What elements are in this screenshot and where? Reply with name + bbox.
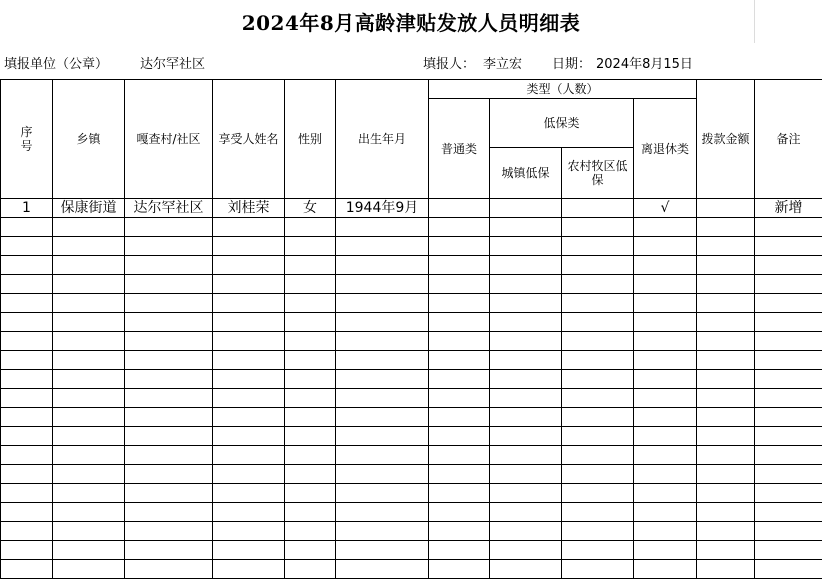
filler-label: 填报人： bbox=[423, 57, 476, 72]
cell-urban-dibao[interactable] bbox=[490, 389, 562, 408]
cell-township[interactable] bbox=[53, 465, 125, 484]
cell-township[interactable] bbox=[53, 313, 125, 332]
cell-remark[interactable] bbox=[755, 541, 822, 560]
cell-name[interactable]: 刘桂荣 bbox=[213, 199, 285, 218]
cell-amount[interactable] bbox=[697, 446, 755, 465]
cell-remark[interactable] bbox=[755, 332, 822, 351]
cell-village[interactable] bbox=[125, 351, 213, 370]
header-amount: 拨款金额 bbox=[697, 80, 755, 199]
cell-rural-dibao[interactable] bbox=[562, 218, 634, 237]
cell-rural-dibao[interactable] bbox=[562, 484, 634, 503]
cell-ordinary[interactable] bbox=[429, 484, 490, 503]
cell-village[interactable] bbox=[125, 237, 213, 256]
cell-index[interactable] bbox=[1, 408, 53, 427]
cell-gender[interactable] bbox=[285, 446, 336, 465]
cell-remark[interactable] bbox=[755, 522, 822, 541]
cell-township[interactable] bbox=[53, 332, 125, 351]
cell-village[interactable] bbox=[125, 294, 213, 313]
cell-ordinary[interactable] bbox=[429, 427, 490, 446]
table-row bbox=[1, 465, 822, 484]
cell-ordinary[interactable] bbox=[429, 313, 490, 332]
cell-birth[interactable] bbox=[336, 446, 429, 465]
cell-name[interactable] bbox=[213, 503, 285, 522]
cell-amount[interactable] bbox=[697, 408, 755, 427]
cell-ordinary[interactable] bbox=[429, 256, 490, 275]
cell-village[interactable] bbox=[125, 427, 213, 446]
cell-retired[interactable] bbox=[634, 256, 697, 275]
allowance-table bbox=[0, 79, 822, 579]
cell-remark[interactable] bbox=[755, 256, 822, 275]
header-index-label: 序 号 bbox=[20, 125, 33, 153]
cell-name[interactable] bbox=[213, 256, 285, 275]
cell-urban-dibao[interactable] bbox=[490, 332, 562, 351]
cell-remark[interactable] bbox=[755, 484, 822, 503]
cell-remark[interactable] bbox=[755, 351, 822, 370]
cell-rural-dibao[interactable] bbox=[562, 275, 634, 294]
cell-gender[interactable] bbox=[285, 465, 336, 484]
cell-ordinary[interactable] bbox=[429, 218, 490, 237]
cell-village[interactable] bbox=[125, 484, 213, 503]
table-row bbox=[1, 389, 822, 408]
cell-name[interactable] bbox=[213, 465, 285, 484]
cell-rural-dibao[interactable] bbox=[562, 408, 634, 427]
table-row bbox=[1, 446, 822, 465]
form-meta-row bbox=[0, 44, 822, 78]
cell-name[interactable] bbox=[213, 332, 285, 351]
cell-amount[interactable] bbox=[697, 427, 755, 446]
cell-birth[interactable] bbox=[336, 503, 429, 522]
cell-village[interactable]: 达尔罕社区 bbox=[125, 199, 213, 218]
cell-gender[interactable] bbox=[285, 237, 336, 256]
cell-birth[interactable] bbox=[336, 294, 429, 313]
table-row bbox=[1, 237, 822, 256]
cell-remark[interactable]: 新增 bbox=[755, 199, 822, 218]
cell-township[interactable]: 保康街道 bbox=[53, 199, 125, 218]
cell-retired[interactable] bbox=[634, 465, 697, 484]
cell-village[interactable] bbox=[125, 465, 213, 484]
cell-rural-dibao[interactable] bbox=[562, 560, 634, 579]
cell-rural-dibao[interactable] bbox=[562, 465, 634, 484]
cell-urban-dibao[interactable] bbox=[490, 503, 562, 522]
cell-birth[interactable] bbox=[336, 237, 429, 256]
cell-index[interactable] bbox=[1, 503, 53, 522]
cell-name[interactable] bbox=[213, 294, 285, 313]
table-row bbox=[1, 218, 822, 237]
cell-rural-dibao[interactable] bbox=[562, 313, 634, 332]
cell-township[interactable] bbox=[53, 408, 125, 427]
cell-ordinary[interactable] bbox=[429, 294, 490, 313]
cell-retired[interactable] bbox=[634, 427, 697, 446]
cell-urban-dibao[interactable] bbox=[490, 237, 562, 256]
cell-name[interactable] bbox=[213, 370, 285, 389]
cell-amount[interactable] bbox=[697, 370, 755, 389]
cell-index[interactable] bbox=[1, 427, 53, 446]
cell-gender[interactable] bbox=[285, 503, 336, 522]
cell-name[interactable] bbox=[213, 541, 285, 560]
cell-urban-dibao[interactable] bbox=[490, 427, 562, 446]
cell-name[interactable] bbox=[213, 522, 285, 541]
cell-village[interactable] bbox=[125, 256, 213, 275]
cell-village[interactable] bbox=[125, 370, 213, 389]
cell-urban-dibao[interactable] bbox=[490, 465, 562, 484]
cell-name[interactable] bbox=[213, 427, 285, 446]
header-gender: 性别 bbox=[285, 80, 336, 199]
cell-township[interactable] bbox=[53, 484, 125, 503]
cell-index[interactable] bbox=[1, 218, 53, 237]
header-remark: 备注 bbox=[755, 80, 822, 199]
cell-birth[interactable] bbox=[336, 427, 429, 446]
header-index bbox=[1, 80, 53, 199]
cell-amount[interactable] bbox=[697, 560, 755, 579]
cell-remark[interactable] bbox=[755, 446, 822, 465]
cell-remark[interactable] bbox=[755, 408, 822, 427]
cell-gender[interactable] bbox=[285, 275, 336, 294]
cell-retired[interactable] bbox=[634, 275, 697, 294]
cell-index[interactable] bbox=[1, 294, 53, 313]
cell-index[interactable] bbox=[1, 256, 53, 275]
cell-remark[interactable] bbox=[755, 313, 822, 332]
cell-township[interactable] bbox=[53, 370, 125, 389]
cell-index[interactable] bbox=[1, 313, 53, 332]
header-type-group: 类型（人数） bbox=[429, 80, 697, 99]
cell-urban-dibao[interactable] bbox=[490, 541, 562, 560]
filler-value: 李立宏 bbox=[483, 57, 523, 72]
cell-rural-dibao[interactable] bbox=[562, 503, 634, 522]
header-birth: 出生年月 bbox=[336, 80, 429, 199]
cell-township[interactable] bbox=[53, 218, 125, 237]
cell-gender[interactable] bbox=[285, 332, 336, 351]
cell-amount[interactable] bbox=[697, 199, 755, 218]
cell-rural-dibao[interactable] bbox=[562, 427, 634, 446]
cell-village[interactable] bbox=[125, 218, 213, 237]
cell-amount[interactable] bbox=[697, 484, 755, 503]
cell-urban-dibao[interactable] bbox=[490, 294, 562, 313]
cell-gender[interactable] bbox=[285, 389, 336, 408]
cell-ordinary[interactable] bbox=[429, 351, 490, 370]
header-urban-dibao: 城镇低保 bbox=[490, 148, 562, 199]
unit-value: 达尔罕社区 bbox=[140, 57, 206, 72]
table-row bbox=[1, 408, 822, 427]
cell-name[interactable] bbox=[213, 313, 285, 332]
date-label: 日期： bbox=[552, 57, 592, 72]
cell-gender[interactable] bbox=[285, 541, 336, 560]
table-row bbox=[1, 484, 822, 503]
cell-index[interactable] bbox=[1, 541, 53, 560]
cell-gender[interactable] bbox=[285, 522, 336, 541]
cell-gender[interactable] bbox=[285, 484, 336, 503]
cell-village[interactable] bbox=[125, 446, 213, 465]
cell-birth[interactable] bbox=[336, 465, 429, 484]
cell-urban-dibao[interactable] bbox=[490, 408, 562, 427]
cell-retired[interactable] bbox=[634, 351, 697, 370]
cell-urban-dibao[interactable] bbox=[490, 199, 562, 218]
date-value: 2024年8月15日 bbox=[596, 57, 693, 72]
cell-remark[interactable] bbox=[755, 560, 822, 579]
cell-urban-dibao[interactable] bbox=[490, 522, 562, 541]
cell-retired[interactable] bbox=[634, 294, 697, 313]
cell-index[interactable] bbox=[1, 237, 53, 256]
cell-village[interactable] bbox=[125, 522, 213, 541]
cell-amount[interactable] bbox=[697, 218, 755, 237]
cell-amount[interactable] bbox=[697, 465, 755, 484]
cell-amount[interactable] bbox=[697, 332, 755, 351]
cell-township[interactable] bbox=[53, 522, 125, 541]
cell-gender[interactable]: 女 bbox=[285, 199, 336, 218]
table-row bbox=[1, 522, 822, 541]
cell-urban-dibao[interactable] bbox=[490, 218, 562, 237]
table-row bbox=[1, 275, 822, 294]
cell-gender[interactable] bbox=[285, 427, 336, 446]
table-row bbox=[1, 560, 822, 579]
cell-remark[interactable] bbox=[755, 218, 822, 237]
cell-index[interactable] bbox=[1, 370, 53, 389]
cell-birth[interactable] bbox=[336, 218, 429, 237]
table-row bbox=[1, 503, 822, 522]
cell-township[interactable] bbox=[53, 389, 125, 408]
cell-rural-dibao[interactable] bbox=[562, 446, 634, 465]
cell-village[interactable] bbox=[125, 332, 213, 351]
table-row bbox=[1, 351, 822, 370]
cell-index[interactable] bbox=[1, 446, 53, 465]
cell-village[interactable] bbox=[125, 389, 213, 408]
cell-retired[interactable] bbox=[634, 522, 697, 541]
cell-gender[interactable] bbox=[285, 370, 336, 389]
cell-index[interactable] bbox=[1, 389, 53, 408]
cell-urban-dibao[interactable] bbox=[490, 446, 562, 465]
cell-name[interactable] bbox=[213, 446, 285, 465]
cell-index[interactable] bbox=[1, 484, 53, 503]
cell-rural-dibao[interactable] bbox=[562, 332, 634, 351]
cell-name[interactable] bbox=[213, 218, 285, 237]
cell-amount[interactable] bbox=[697, 294, 755, 313]
cell-retired[interactable] bbox=[634, 541, 697, 560]
page-title: 2024年8月高龄津贴发放人员明细表 bbox=[241, 11, 581, 35]
cell-ordinary[interactable] bbox=[429, 541, 490, 560]
cell-rural-dibao[interactable] bbox=[562, 389, 634, 408]
cell-index[interactable] bbox=[1, 332, 53, 351]
cell-remark[interactable] bbox=[755, 389, 822, 408]
cell-birth[interactable] bbox=[336, 522, 429, 541]
cell-ordinary[interactable] bbox=[429, 389, 490, 408]
cell-birth[interactable] bbox=[336, 370, 429, 389]
table-body bbox=[1, 199, 822, 579]
cell-rural-dibao[interactable] bbox=[562, 199, 634, 218]
cell-township[interactable] bbox=[53, 503, 125, 522]
cell-gender[interactable] bbox=[285, 408, 336, 427]
cell-birth[interactable] bbox=[336, 484, 429, 503]
cell-ordinary[interactable] bbox=[429, 503, 490, 522]
cell-retired[interactable] bbox=[634, 560, 697, 579]
cell-retired[interactable] bbox=[634, 370, 697, 389]
cell-birth[interactable] bbox=[336, 560, 429, 579]
cell-village[interactable] bbox=[125, 503, 213, 522]
cell-amount[interactable] bbox=[697, 256, 755, 275]
cell-village[interactable] bbox=[125, 541, 213, 560]
cell-remark[interactable] bbox=[755, 237, 822, 256]
cell-remark[interactable] bbox=[755, 294, 822, 313]
cell-ordinary[interactable] bbox=[429, 332, 490, 351]
cell-name[interactable] bbox=[213, 560, 285, 579]
cell-remark[interactable] bbox=[755, 370, 822, 389]
unit-label: 填报单位（公章） bbox=[4, 57, 109, 72]
cell-urban-dibao[interactable] bbox=[490, 313, 562, 332]
header-dibao: 低保类 bbox=[490, 99, 634, 148]
cell-index[interactable] bbox=[1, 465, 53, 484]
cell-birth[interactable] bbox=[336, 313, 429, 332]
cell-urban-dibao[interactable] bbox=[490, 370, 562, 389]
cell-urban-dibao[interactable] bbox=[490, 560, 562, 579]
cell-gender[interactable] bbox=[285, 218, 336, 237]
cell-gender[interactable] bbox=[285, 256, 336, 275]
cell-retired[interactable] bbox=[634, 408, 697, 427]
cell-birth[interactable]: 1944年9月 bbox=[336, 199, 429, 218]
cell-retired[interactable] bbox=[634, 313, 697, 332]
cell-index[interactable] bbox=[1, 522, 53, 541]
cell-name[interactable] bbox=[213, 237, 285, 256]
header-ordinary: 普通类 bbox=[429, 99, 490, 199]
table-row bbox=[1, 294, 822, 313]
header-township: 乡镇 bbox=[53, 80, 125, 199]
cell-village[interactable] bbox=[125, 275, 213, 294]
cell-amount[interactable] bbox=[697, 522, 755, 541]
cell-township[interactable] bbox=[53, 275, 125, 294]
cell-birth[interactable] bbox=[336, 256, 429, 275]
cell-ordinary[interactable] bbox=[429, 199, 490, 218]
cell-urban-dibao[interactable] bbox=[490, 275, 562, 294]
cell-birth[interactable] bbox=[336, 351, 429, 370]
cell-rural-dibao[interactable] bbox=[562, 370, 634, 389]
cell-retired[interactable] bbox=[634, 237, 697, 256]
cell-township[interactable] bbox=[53, 237, 125, 256]
cell-retired[interactable] bbox=[634, 218, 697, 237]
cell-remark[interactable] bbox=[755, 465, 822, 484]
cell-name[interactable] bbox=[213, 351, 285, 370]
cell-township[interactable] bbox=[53, 351, 125, 370]
cell-birth[interactable] bbox=[336, 541, 429, 560]
cell-ordinary[interactable] bbox=[429, 522, 490, 541]
table-row bbox=[1, 199, 822, 218]
cell-urban-dibao[interactable] bbox=[490, 256, 562, 275]
cell-retired[interactable] bbox=[634, 446, 697, 465]
cell-gender[interactable] bbox=[285, 351, 336, 370]
cell-village[interactable] bbox=[125, 560, 213, 579]
header-village: 嘎查村/社区 bbox=[125, 80, 213, 199]
cell-rural-dibao[interactable] bbox=[562, 237, 634, 256]
cell-ordinary[interactable] bbox=[429, 465, 490, 484]
header-rural-dibao: 农村牧区低保 bbox=[562, 148, 634, 199]
cell-name[interactable] bbox=[213, 484, 285, 503]
table-row bbox=[1, 313, 822, 332]
cell-birth[interactable] bbox=[336, 408, 429, 427]
table-row bbox=[1, 370, 822, 389]
header-name: 享受人姓名 bbox=[213, 80, 285, 199]
cell-amount[interactable] bbox=[697, 275, 755, 294]
table-row bbox=[1, 541, 822, 560]
cell-index[interactable] bbox=[1, 351, 53, 370]
cell-rural-dibao[interactable] bbox=[562, 351, 634, 370]
cell-amount[interactable] bbox=[697, 237, 755, 256]
cell-amount[interactable] bbox=[697, 503, 755, 522]
cell-gender[interactable] bbox=[285, 313, 336, 332]
cell-township[interactable] bbox=[53, 294, 125, 313]
cell-birth[interactable] bbox=[336, 275, 429, 294]
cell-township[interactable] bbox=[53, 427, 125, 446]
cell-township[interactable] bbox=[53, 256, 125, 275]
cell-ordinary[interactable] bbox=[429, 275, 490, 294]
cell-ordinary[interactable] bbox=[429, 408, 490, 427]
cell-index[interactable]: 1 bbox=[1, 199, 53, 218]
cell-remark[interactable] bbox=[755, 427, 822, 446]
cell-gender[interactable] bbox=[285, 560, 336, 579]
cell-rural-dibao[interactable] bbox=[562, 256, 634, 275]
cell-retired[interactable]: √ bbox=[634, 199, 697, 218]
cell-township[interactable] bbox=[53, 560, 125, 579]
cell-name[interactable] bbox=[213, 389, 285, 408]
cell-birth[interactable] bbox=[336, 389, 429, 408]
cell-gender[interactable] bbox=[285, 294, 336, 313]
cell-ordinary[interactable] bbox=[429, 560, 490, 579]
cell-township[interactable] bbox=[53, 541, 125, 560]
cell-township[interactable] bbox=[53, 446, 125, 465]
cell-amount[interactable] bbox=[697, 389, 755, 408]
table-row bbox=[1, 332, 822, 351]
cell-urban-dibao[interactable] bbox=[490, 351, 562, 370]
cell-village[interactable] bbox=[125, 408, 213, 427]
cell-ordinary[interactable] bbox=[429, 446, 490, 465]
cell-birth[interactable] bbox=[336, 332, 429, 351]
cell-name[interactable] bbox=[213, 275, 285, 294]
cell-urban-dibao[interactable] bbox=[490, 484, 562, 503]
header-retired: 离退休类 bbox=[634, 99, 697, 199]
table-row bbox=[1, 427, 822, 446]
cell-index[interactable] bbox=[1, 560, 53, 579]
cell-remark[interactable] bbox=[755, 275, 822, 294]
cell-rural-dibao[interactable] bbox=[562, 294, 634, 313]
cell-retired[interactable] bbox=[634, 503, 697, 522]
cell-retired[interactable] bbox=[634, 389, 697, 408]
cell-village[interactable] bbox=[125, 313, 213, 332]
cell-amount[interactable] bbox=[697, 351, 755, 370]
cell-amount[interactable] bbox=[697, 541, 755, 560]
cell-index[interactable] bbox=[1, 275, 53, 294]
cell-retired[interactable] bbox=[634, 332, 697, 351]
cell-ordinary[interactable] bbox=[429, 237, 490, 256]
cell-remark[interactable] bbox=[755, 503, 822, 522]
cell-amount[interactable] bbox=[697, 313, 755, 332]
cell-retired[interactable] bbox=[634, 484, 697, 503]
cell-name[interactable] bbox=[213, 408, 285, 427]
table-row bbox=[1, 256, 822, 275]
cell-rural-dibao[interactable] bbox=[562, 522, 634, 541]
cell-ordinary[interactable] bbox=[429, 370, 490, 389]
cell-rural-dibao[interactable] bbox=[562, 541, 634, 560]
